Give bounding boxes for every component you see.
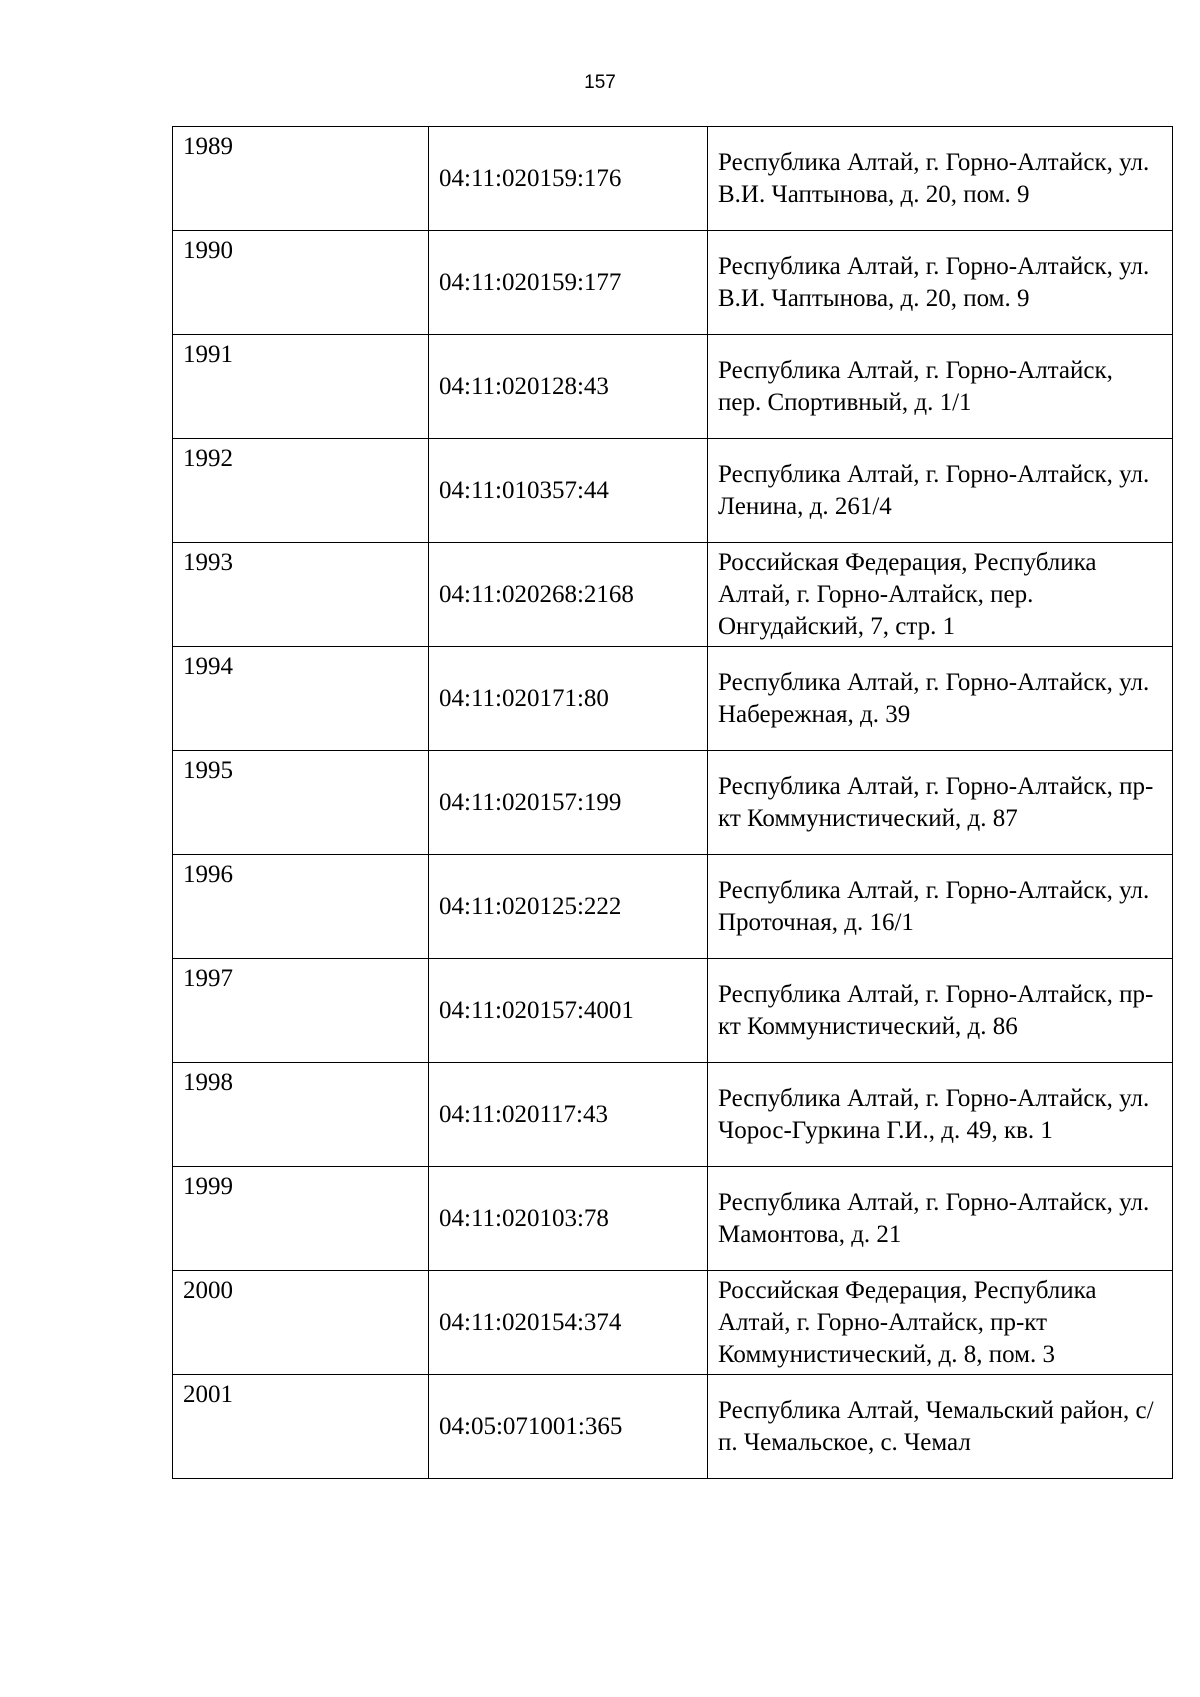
address-cell: Российская Федерация, Республика Алтай, г. Горно-Алтайск, пр-кт Коммунистический, д. 8, пом. 3 — [708, 1271, 1173, 1375]
address-cell: Республика Алтай, г. Горно-Алтайск, ул. Мамонтова, д. 21 — [708, 1167, 1173, 1271]
address-cell: Российская Федерация, Республика Алтай, г. Горно-Алтайск, пер. Онгудайский, 7, стр. 1 — [708, 543, 1173, 647]
table-row — [173, 1063, 1173, 1167]
cadastral-number-cell: 04:11:020157:199 — [429, 751, 708, 855]
table-row — [173, 127, 1173, 231]
address-cell: Республика Алтай, г. Горно-Алтайск, ул. Проточная, д. 16/1 — [708, 855, 1173, 959]
table-row — [173, 647, 1173, 751]
table-row — [173, 959, 1173, 1063]
row-number-cell: 2001 — [173, 1375, 429, 1479]
table-row — [173, 855, 1173, 959]
cadastral-number-cell: 04:11:020125:222 — [429, 855, 708, 959]
address-cell: Республика Алтай, г. Горно-Алтайск, пр-кт Коммунистический, д. 86 — [708, 959, 1173, 1063]
table-row — [173, 335, 1173, 439]
table-row — [173, 439, 1173, 543]
cadastral-number-cell: 04:11:020159:176 — [429, 127, 708, 231]
page-number: 157 — [584, 72, 616, 93]
cadastral-number-cell: 04:11:020171:80 — [429, 647, 708, 751]
row-number-cell: 1989 — [173, 127, 429, 231]
address-cell: Республика Алтай, г. Горно-Алтайск, ул. В.И. Чаптынова, д. 20, пом. 9 — [708, 127, 1173, 231]
table-row — [173, 543, 1173, 647]
table-row — [173, 1271, 1173, 1375]
row-number-cell: 1991 — [173, 335, 429, 439]
row-number-cell: 1992 — [173, 439, 429, 543]
address-cell: Республика Алтай, Чемальский район, с/п. Чемальское, с. Чемал — [708, 1375, 1173, 1479]
row-number-cell: 1993 — [173, 543, 429, 647]
cadastral-number-cell: 04:11:020117:43 — [429, 1063, 708, 1167]
table-row — [173, 1375, 1173, 1479]
cadastral-number-cell: 04:11:020103:78 — [429, 1167, 708, 1271]
row-number-cell: 1999 — [173, 1167, 429, 1271]
table-row — [173, 1167, 1173, 1271]
cadastral-number-cell: 04:11:020159:177 — [429, 231, 708, 335]
row-number-cell: 1998 — [173, 1063, 429, 1167]
address-cell: Республика Алтай, г. Горно-Алтайск, ул. Ленина, д. 261/4 — [708, 439, 1173, 543]
row-number-cell: 1996 — [173, 855, 429, 959]
address-cell: Республика Алтай, г. Горно-Алтайск, ул. Набережная, д. 39 — [708, 647, 1173, 751]
table-row — [173, 231, 1173, 335]
row-number-cell: 2000 — [173, 1271, 429, 1375]
cadastral-number-cell: 04:05:071001:365 — [429, 1375, 708, 1479]
row-number-cell: 1994 — [173, 647, 429, 751]
address-cell: Республика Алтай, г. Горно-Алтайск, пр-кт Коммунистический, д. 87 — [708, 751, 1173, 855]
address-cell: Республика Алтай, г. Горно-Алтайск, пер. Спортивный, д. 1/1 — [708, 335, 1173, 439]
address-cell: Республика Алтай, г. Горно-Алтайск, ул. Чорос-Гуркина Г.И., д. 49, кв. 1 — [708, 1063, 1173, 1167]
cadastral-number-cell: 04:11:010357:44 — [429, 439, 708, 543]
table-row — [173, 751, 1173, 855]
cadastral-number-cell: 04:11:020128:43 — [429, 335, 708, 439]
row-number-cell: 1995 — [173, 751, 429, 855]
cadastral-number-cell: 04:11:020268:2168 — [429, 543, 708, 647]
property-table — [172, 126, 1173, 1479]
row-number-cell: 1990 — [173, 231, 429, 335]
cadastral-number-cell: 04:11:020154:374 — [429, 1271, 708, 1375]
row-number-cell: 1997 — [173, 959, 429, 1063]
address-cell: Республика Алтай, г. Горно-Алтайск, ул. В.И. Чаптынова, д. 20, пом. 9 — [708, 231, 1173, 335]
cadastral-number-cell: 04:11:020157:4001 — [429, 959, 708, 1063]
